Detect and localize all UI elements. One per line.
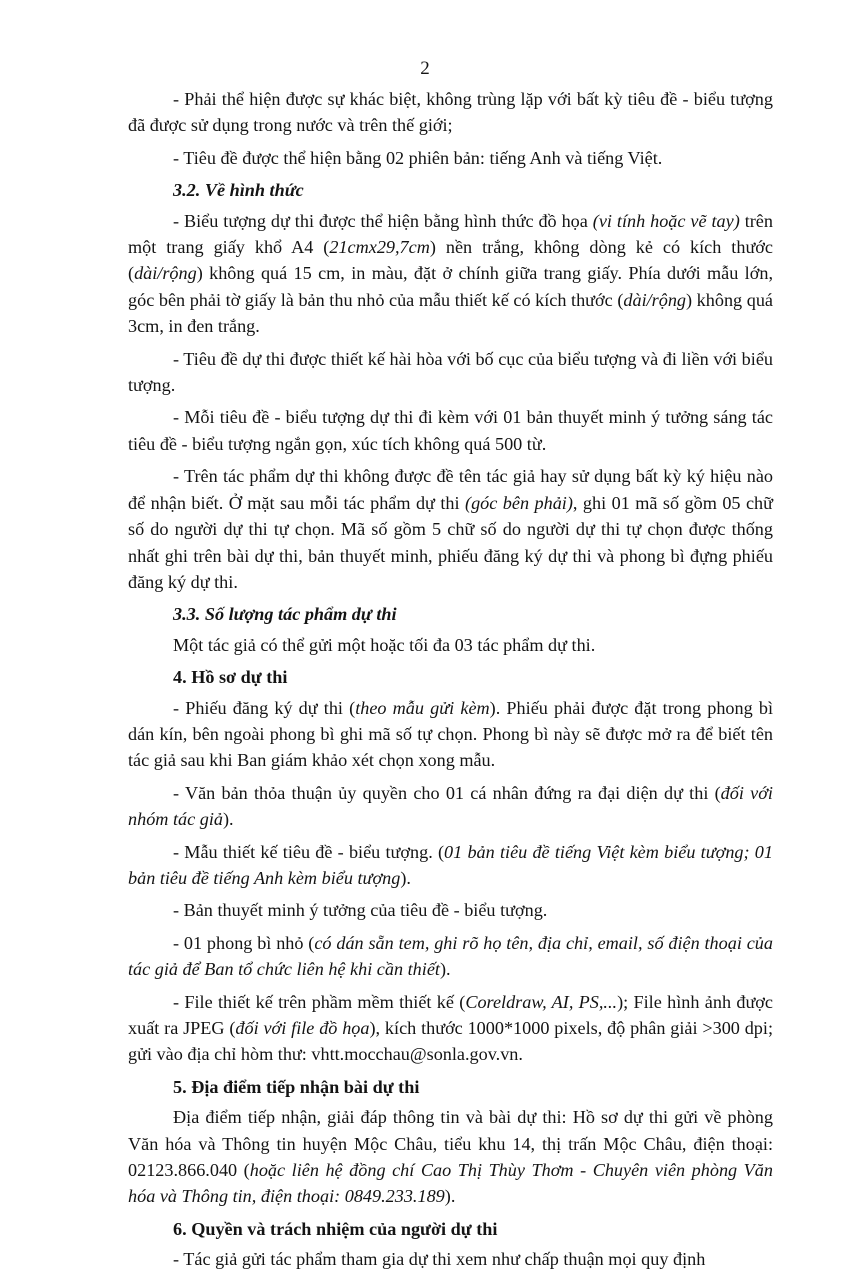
paragraph-logo-format: - Biểu tượng dự thi được thể hiện bằng hình thức đồ họa (vi tính hoặc vẽ tay) trên một trang giấy khổ A4 (21cmx29,7cm) nền trắng, không dòng kẻ có kích thước (dài/rộng) không quá 15 cm, in màu, đặt ở chính giữa trang giấy. Phía dưới mẫu lớn, góc bên phải tờ giấy là bản thu nhỏ của mẫu thiết kế có kích thước (dài/rộng) không quá 3cm, in đen trắng. — [128, 210, 773, 337]
paragraph-title-harmony: - Tiêu đề dự thi được thiết kế hài hòa với bố cục của biểu tượng và đi liền với biểu tượng. — [128, 348, 773, 396]
paragraph-small-envelope: - 01 phong bì nhỏ (có dán sẵn tem, ghi rõ họ tên, địa chỉ, email, số điện thoại của tác giả để Ban tổ chức liên hệ khi cần thiết). — [128, 932, 773, 980]
paragraph-authorization: - Văn bản thỏa thuận ủy quyền cho 01 cá nhân đứng ra đại diện dự thi (đối với nhóm tác giả). — [128, 782, 773, 830]
paragraph-location: Địa điểm tiếp nhận, giải đáp thông tin và bài dự thi: Hồ sơ dự thi gửi về phòng Văn hóa và Thông tin huyện Mộc Châu, tiểu khu 14, thị trấn Mộc Châu, điện thoại: 02123.866.040 (hoặc liên hệ đồng chí Cao Thị Thùy Thơm - Chuyên viên phòng Văn hóa và Thông tin, điện thoại: 0849.233.189). — [128, 1107, 773, 1207]
heading-6-rights: 6. Quyền và trách nhiệm của người dự thi — [173, 1218, 498, 1239]
heading-3-3-quantity: 3.3. Số lượng tác phẩm dự thi — [173, 604, 397, 625]
paragraph-anonymity: - Trên tác phẩm dự thi không được đề tên tác giả hay sử dụng bất kỳ ký hiệu nào để nhận biết. Ở mặt sau mỗi tác phẩm dự thi (góc bên phải), ghi 01 mã số gồm 05 chữ số do người dự thi tự chọn. Mã số gồm 5 chữ số do người dự thi tự chọn được thống nhất ghi trên bài dự thi, bản thuyết minh, phiếu đăng ký dự thi và phong bì đựng phiếu đăng ký dự thi. — [128, 466, 773, 592]
paragraph-idea-explanation: - Bản thuyết minh ý tưởng của tiêu đề - biểu tượng. — [173, 900, 548, 921]
heading-3-2-form: 3.2. Về hình thức — [173, 180, 304, 201]
paragraph-quantity: Một tác giả có thể gửi một hoặc tối đa 03 tác phẩm dự thi. — [173, 634, 596, 655]
paragraph-design-files: - File thiết kế trên phầm mềm thiết kế (Coreldraw, AI, PS,...); File hình ảnh được xuất ra JPEG (đối với file đồ họa), kích thước 1000*1000 pixels, độ phân giải >300 dpi; gửi vào địa chỉ hòm thư: vhtt.mocchau@sonla.gov.vn. — [128, 991, 774, 1065]
paragraph-design-samples: - Mẫu thiết kế tiêu đề - biểu tượng. (01 bản tiêu đề tiếng Việt kèm biểu tượng; 01 bản tiêu đề tiếng Anh kèm biểu tượng). — [128, 841, 773, 888]
page-number: 2 — [420, 58, 430, 79]
document-body — [128, 86, 773, 1279]
paragraph-distinct-requirement: - Phải thể hiện được sự khác biệt, không trùng lặp với bất kỳ tiêu đề - biểu tượng đã được sử dụng trong nước và trên thế giới; — [128, 89, 773, 136]
paragraph-rights: - Tác giả gửi tác phẩm tham gia dự thi xem như chấp thuận mọi quy định — [173, 1249, 706, 1270]
paragraph-explanation: - Mỗi tiêu đề - biểu tượng dự thi đi kèm với 01 bản thuyết minh ý tưởng sáng tác tiêu đề - biểu tượng ngắn gọn, xúc tích không quá 500 từ. — [128, 407, 773, 454]
paragraph-title-versions: - Tiêu đề được thể hiện bằng 02 phiên bản: tiếng Anh và tiếng Việt. — [173, 147, 663, 168]
paragraph-registration-form: - Phiếu đăng ký dự thi (theo mẫu gửi kèm). Phiếu phải được đặt trong phong bì dán kín, bên ngoài phong bì ghi mã số tự chọn. Phong bì này sẽ được mở ra để biết tên tác giả sau khi Ban giám khảo xét chọn xong mẫu. — [128, 697, 774, 771]
heading-5-location: 5. Địa điểm tiếp nhận bài dự thi — [173, 1076, 420, 1097]
heading-4-dossier: 4. Hồ sơ dự thi — [173, 667, 288, 688]
